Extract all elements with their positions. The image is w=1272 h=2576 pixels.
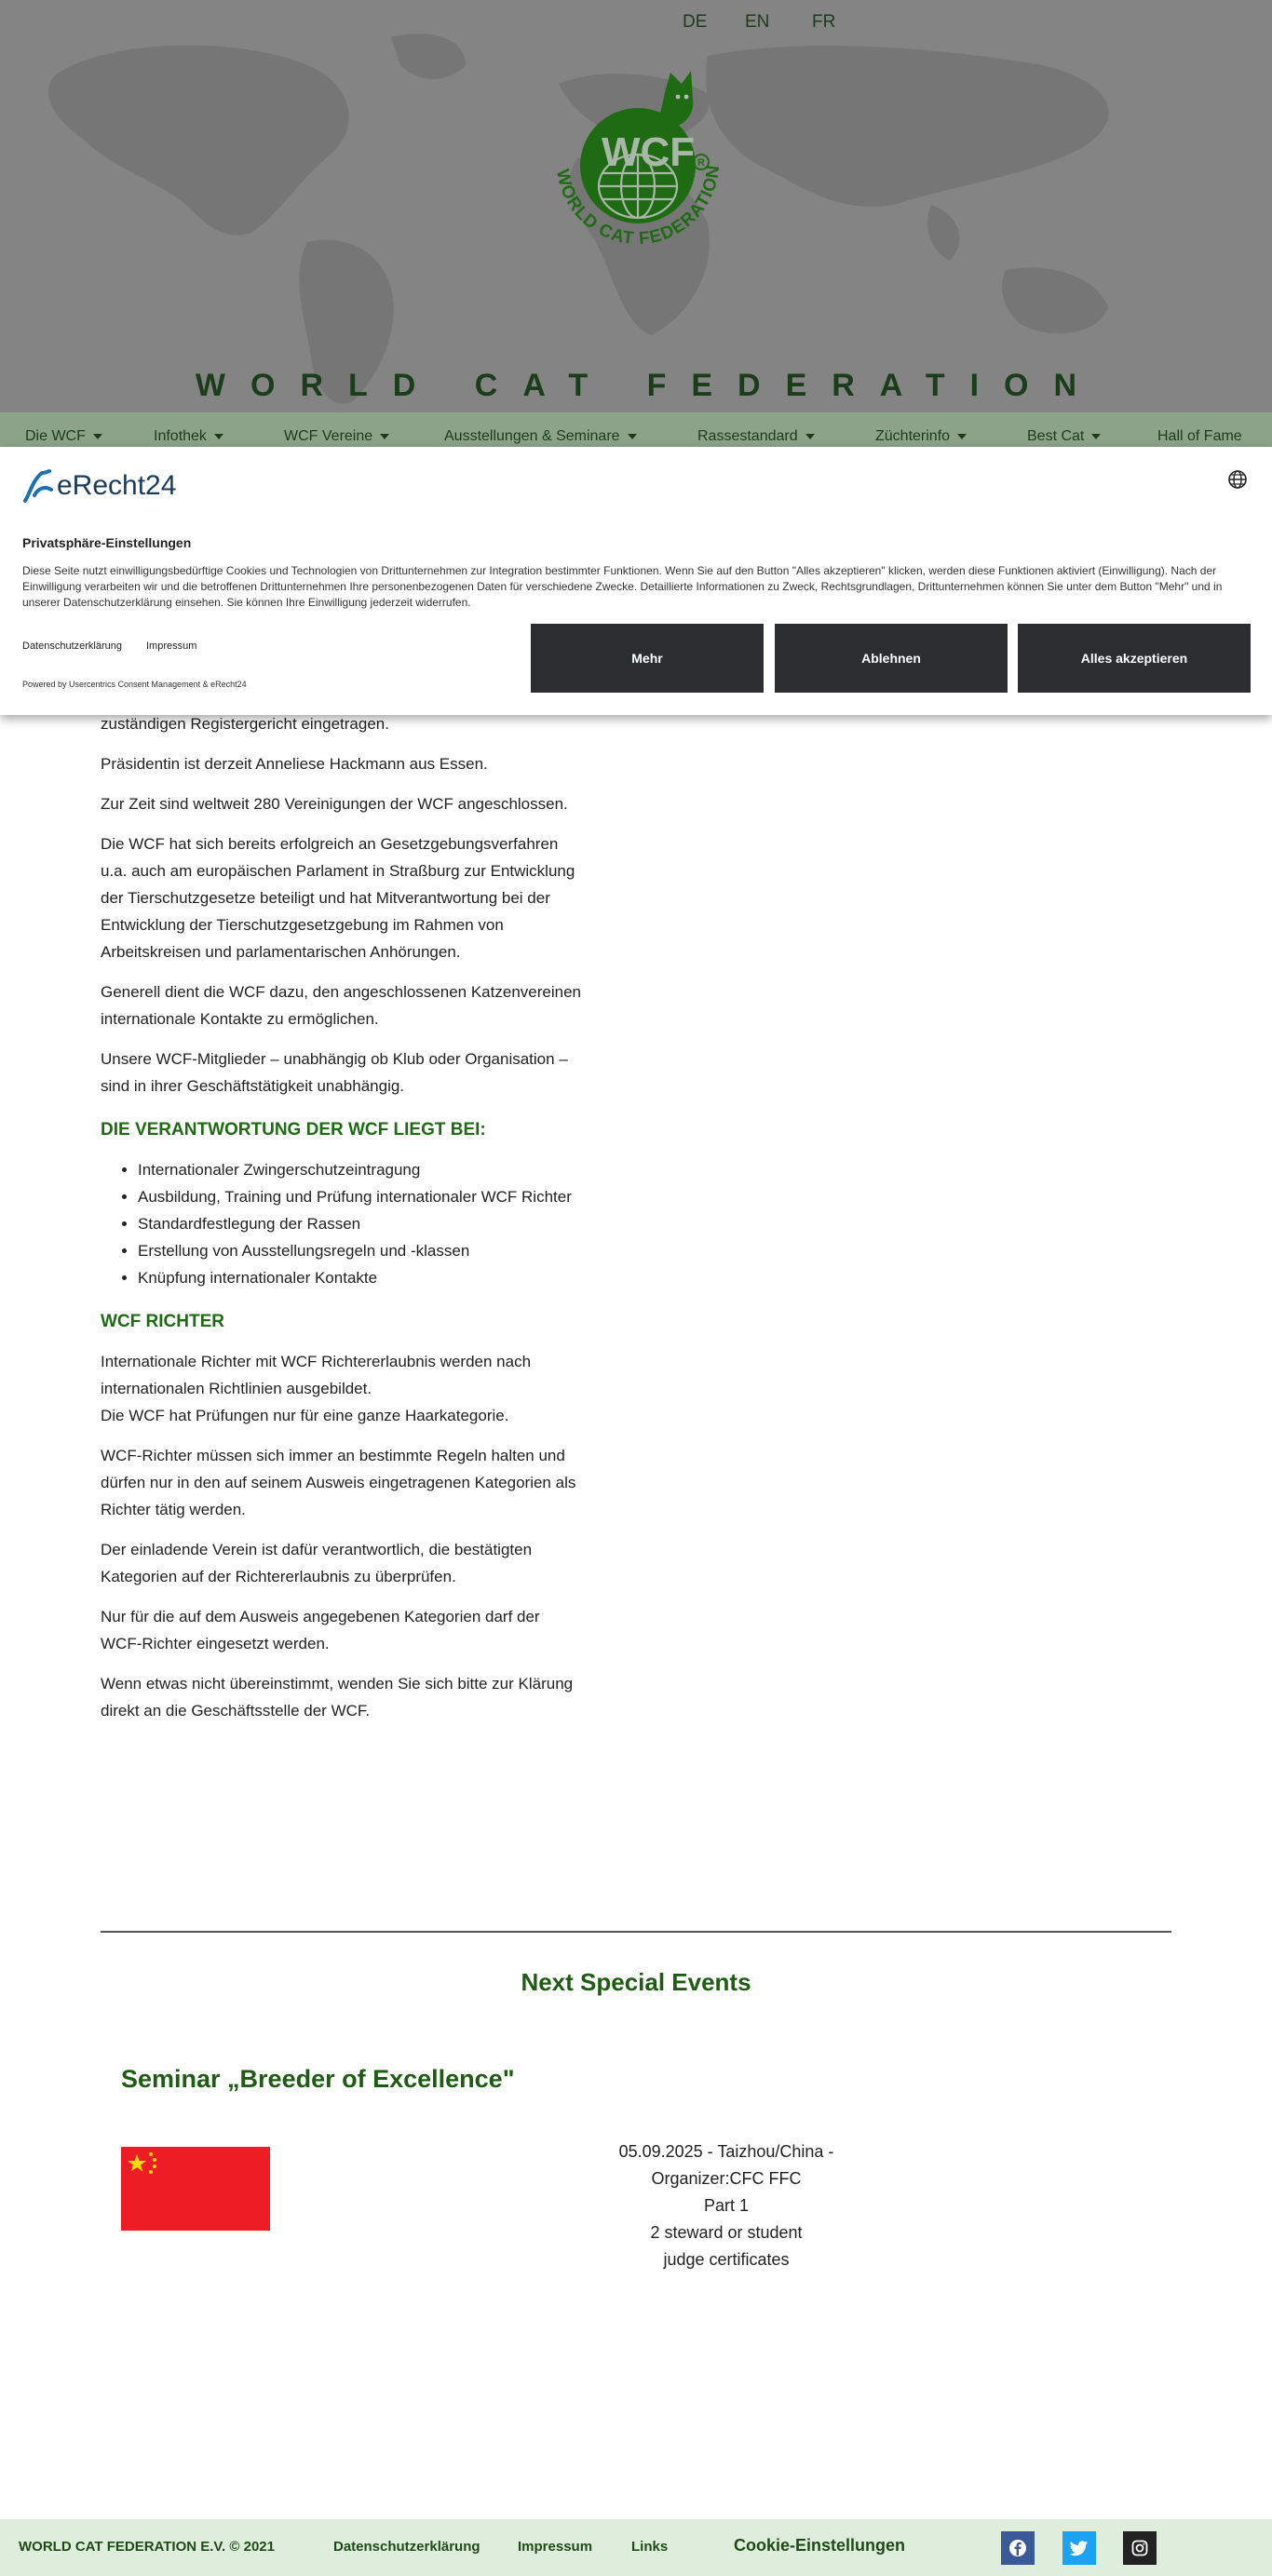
footer-link-privacy[interactable]: Datenschutzerklärung	[333, 2539, 480, 2555]
chevron-down-icon	[628, 434, 637, 439]
consent-powered-by: Powered by Usercentrics Consent Management & eRecht24	[22, 680, 247, 689]
site-title: WORLD CAT FEDERATION	[195, 368, 1103, 403]
logo-text: WCF	[602, 129, 696, 175]
nav-item-ausstellungen[interactable]: Ausstellungen & Seminare	[444, 428, 637, 445]
twitter-icon	[1070, 2540, 1089, 2556]
consent-decline-button[interactable]: Ablehnen	[775, 624, 1008, 693]
wcf-logo-graphic	[531, 65, 745, 261]
svg-text:R: R	[697, 157, 705, 169]
instagram-button[interactable]	[1123, 2531, 1157, 2565]
language-button[interactable]	[1227, 469, 1248, 490]
china-flag-icon	[121, 2147, 270, 2231]
globe-icon	[1227, 469, 1248, 490]
nav-item-wcf-vereine[interactable]: WCF Vereine	[284, 428, 389, 445]
nav-item-die-wcf[interactable]: Die WCF	[25, 428, 102, 445]
seminar-title[interactable]: Seminar „Breeder of Excellence"	[121, 2065, 515, 2093]
facebook-icon	[1008, 2539, 1027, 2557]
event-organizer: Organizer:CFC FFC	[651, 2169, 802, 2188]
nav-item-hall-of-fame[interactable]: Hall of Fame	[1157, 428, 1242, 444]
wcf-logo[interactable]	[531, 65, 745, 261]
event-part: Part 1	[703, 2196, 750, 2215]
paragraph-register: zuständigen Registergericht eingetragen.	[101, 715, 389, 733]
list-item: • Ausbildung, Training und Prüfung internationaler WCF Richter	[138, 1183, 585, 1210]
lang-fr-link[interactable]: FR	[812, 12, 836, 32]
erecht24-logo-icon	[21, 467, 55, 505]
chevron-down-icon	[957, 434, 967, 439]
paragraph-judges-3: Der einladende Verein ist dafür verantwortlich, die bestätigten Kategorien auf der Richtererlaubnis zu überprüfen.	[101, 1541, 533, 1585]
erecht24-logo	[21, 467, 176, 505]
paragraph-legislation: Die WCF hat sich bereits erfolgreich an Gesetzgebungsverfahren u.a. auch am europäischen Parlament in Straßburg zur Entwicklung der Tierschutzgesetze beteiligt und hat Mitverantwortung bei der Entwicklung der Tierschutzgesetzgebung im Rahmen von Arbeitskreisen und parlamentarischen Anhörungen.	[101, 835, 575, 961]
consent-privacy-link[interactable]: Datenschutzerklärung	[22, 641, 123, 652]
language-bar	[900, 11, 1272, 60]
responsibility-list	[138, 1156, 585, 1291]
consent-text: Diese Seite nutzt einwilligungsbedürftige Cookies und Technologien von Drittunternehmen zur Integration bestimmter Funktionen. Wenn Sie auf den Button "Alles akzeptieren" klicken, werden diese Funktionen aktiviert (Einwilligung). Nach der Einwilligung verarbeiten wir und die betroffenen Drittunternehmen Ihre personenbezogenen Daten für verschiedene Zwecke. Detaillierte Informationen zu Zweck, Rechtsgrundlagen, Drittunternehmen können Sie unter dem Button "Mehr" und in unserer Datenschutzerklärung einsehen. Sie können Ihre Einwilligung jederzeit widerrufen.	[22, 564, 1223, 609]
list-item: • Erstellung von Ausstellungsregeln und -klassen	[138, 1237, 585, 1264]
cookie-consent-banner	[0, 447, 1272, 715]
nav-item-infothek[interactable]: Infothek	[154, 428, 223, 445]
section-divider	[101, 1931, 1171, 1933]
chevron-down-icon	[1091, 434, 1101, 439]
paragraph-judges-4: Nur für die auf dem Ausweis angegebenen Kategorien darf der WCF-Richter eingesetzt werden.	[101, 1608, 540, 1652]
nav-item-zuechterinfo[interactable]: Züchterinfo	[875, 428, 967, 445]
heading-responsibility: DIE VERANTWORTUNG DER WCF LIEGT BEI:	[101, 1120, 486, 1140]
china-flag-image	[121, 2147, 270, 2231]
paragraph-judges-5: Wenn etwas nicht übereinstimmt, wenden Sie sich bitte zur Klärung direkt an die Geschäftsstelle der WCF.	[101, 1675, 574, 1720]
chevron-down-icon	[380, 434, 389, 439]
footer-link-links[interactable]: Links	[631, 2539, 669, 2555]
nav-item-rassestandard[interactable]: Rassestandard	[697, 428, 815, 445]
list-item: • Internationaler Zwingerschutzeintragung	[138, 1156, 585, 1183]
consent-accept-button[interactable]: Alles akzeptieren	[1018, 624, 1251, 693]
chevron-down-icon	[214, 434, 223, 439]
paragraph-purpose: Generell dient die WCF dazu, den angeschlossenen Katzenvereinen internationale Kontakte zu ermöglichen.	[101, 983, 581, 1028]
list-item: • Knüpfung internationaler Kontakte	[138, 1264, 585, 1291]
event-certificates-line-1: 2 steward or student	[650, 2223, 803, 2242]
site-header	[0, 0, 1272, 412]
chevron-down-icon	[805, 434, 815, 439]
paragraph-independent: Unsere WCF-Mitglieder – unabhängig ob Klub oder Organisation – sind in ihrer Geschäftstätigkeit unabhängig.	[101, 1050, 568, 1095]
chevron-down-icon	[93, 434, 102, 439]
consent-imprint-link[interactable]: Impressum	[146, 641, 197, 652]
paragraph-members: Zur Zeit sind weltweit 280 Vereinigungen der WCF angeschlossen.	[101, 795, 568, 813]
consent-more-button[interactable]: Mehr	[531, 624, 764, 693]
twitter-button[interactable]	[1062, 2531, 1096, 2565]
main-content	[101, 710, 585, 1737]
lang-de-link[interactable]: DE	[683, 12, 708, 32]
event-details	[540, 2138, 913, 2273]
list-item: • Standardfestlegung der Rassen	[138, 1210, 585, 1237]
event-date-location: 05.09.2025 - Taizhou/China -	[618, 2142, 834, 2161]
heading-judges: WCF RICHTER	[101, 1312, 224, 1331]
paragraph-judges-2: WCF-Richter müssen sich immer an bestimmte Regeln halten und dürfen nur in den auf seinem Ausweis eingetragenen Kategorien als Richter tätig werden.	[101, 1447, 576, 1518]
footer-copyright: WORLD CAT FEDERATION E.V. © 2021	[19, 2539, 275, 2555]
events-title: Next Special Events	[521, 1968, 751, 1996]
event-certificates-line-2: judge certificates	[663, 2250, 790, 2269]
instagram-icon	[1131, 2540, 1148, 2556]
site-footer	[0, 2519, 1272, 2576]
paragraph-judges-1: Internationale Richter mit WCF Richtererlaubnis werden nach internationalen Richtlinien ausgebildet. Die WCF hat Prüfungen nur für eine ganze Haarkategorie.	[101, 1353, 532, 1424]
footer-link-imprint[interactable]: Impressum	[518, 2539, 593, 2555]
lang-en-link[interactable]: EN	[745, 12, 770, 32]
paragraph-president: Präsidentin ist derzeit Anneliese Hackmann aus Essen.	[101, 755, 488, 773]
facebook-button[interactable]	[1001, 2531, 1035, 2565]
footer-cookie-settings[interactable]: Cookie-Einstellungen	[734, 2536, 906, 2555]
erecht24-logo-text: eRecht24	[57, 470, 177, 501]
logo-ring-text: WORLD CAT FEDERATION	[551, 163, 724, 250]
consent-title: Privatsphäre-Einstellungen	[22, 535, 192, 550]
nav-item-best-cat[interactable]: Best Cat	[1027, 428, 1101, 445]
